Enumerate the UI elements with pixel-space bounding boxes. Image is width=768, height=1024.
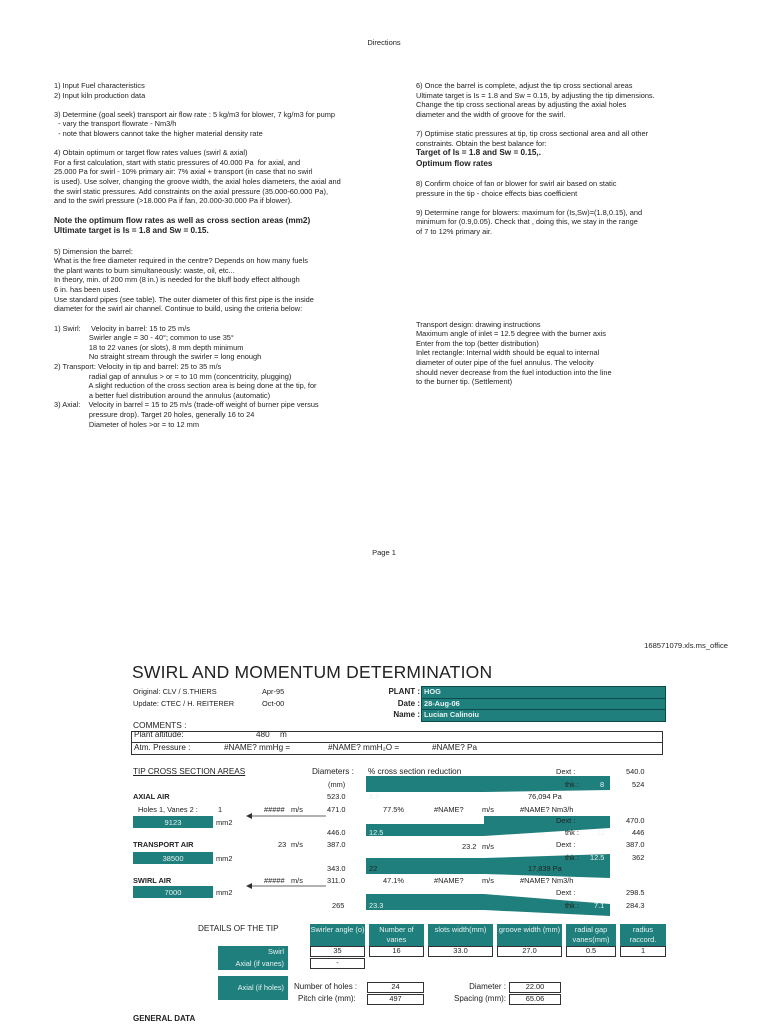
radial-gap-value[interactable]: 0.5 (585, 946, 597, 955)
name-value-box[interactable] (421, 709, 666, 722)
pitch-value[interactable]: 497 (389, 994, 402, 1003)
hdr-radial-gap: radial gap vanes(mm) (572, 925, 610, 944)
directions-line: 6) Once the barrel is complete, adjust the tip cross sectional areas (416, 81, 633, 90)
comments-label: COMMENTS : (133, 720, 187, 730)
transport-inner2: 362 (632, 853, 645, 862)
criteria-line: No straight stream through the swirler = long enough (54, 352, 262, 362)
directions-left-column (54, 81, 341, 429)
tip-details-header (310, 924, 666, 946)
directions-line: - note that blowers cannot take the higher material density rate (54, 128, 263, 138)
axial-pct: 77.5% (383, 805, 404, 814)
diameter-label: Diameter : (469, 982, 506, 991)
tip-details-row-axial-vanes (310, 958, 370, 970)
swirl-arrow (246, 883, 326, 889)
hdr-radius-raccord: radius raccord. (629, 925, 657, 944)
directions-line: the swirl static pressures. Add constraints on the axial pressure (35.000-60.000 Pa), (54, 186, 329, 196)
hdr-swirler-angle: Swirler angle (o) (310, 925, 365, 934)
transport-air-label: TRANSPORT AIR (133, 840, 194, 849)
criteria-line: 18 to 22 vanes (or slots), 8 mm depth minimum (54, 342, 244, 352)
transport-design-line: diameter of outer pipe of the fuel annulus. The velocity (416, 357, 594, 367)
original-date: Apr-95 (262, 687, 285, 696)
name-label: Name : (393, 710, 420, 719)
thk-label-1: thk : (565, 780, 579, 789)
sheet-title: SWIRL AND MOMENTUM DETERMINATION (132, 662, 493, 682)
directions-line: Change the tip cross sectional areas by adjusting the axial holes (416, 100, 627, 110)
plant-label: PLANT : (388, 687, 420, 696)
swirler-angle-value[interactable]: 35 (333, 946, 342, 955)
original-label: Original: CLV / S.THIERS (133, 687, 217, 696)
axial-bar2-left: 12.5 (369, 828, 384, 837)
transport-bar-left: 22 (369, 864, 378, 873)
tip-details-label: DETAILS OF THE TIP (198, 924, 279, 933)
diameters-label: Diameters : (312, 767, 354, 776)
swirl-vel: ##### (264, 876, 285, 885)
row-axial-holes-label: Axial (if holes) (237, 983, 284, 992)
transport-dext2: 387.0 (626, 840, 645, 849)
directions-line: 5) Dimension the barrel: (54, 246, 133, 256)
transport-area-bar (133, 852, 213, 864)
axial-flow: #NAME? Nm3/h (520, 805, 574, 814)
transport-v2-unit: m/s (482, 842, 494, 851)
directions-line: What is the free diameter required in the centre? Depends on how many fuels (54, 256, 308, 266)
directions-line: 3) Determine (goal seek) transport air flow rate : 5 kg/m3 for blower, 7 kg/m3 for pump (54, 109, 335, 119)
axial-thk: 8 (600, 780, 605, 789)
radius-raccord-value[interactable]: 1 (640, 946, 646, 955)
swirl-inner: 284.3 (626, 901, 645, 910)
axial-inner: 524 (632, 780, 645, 789)
directions-line: the plant wants to burn simultaneously: waste, oil, etc... (54, 265, 235, 275)
directions-line: and to the swirl pressure (>18.000 Pa if fan, 20.000-30.000 Pa if blower). (54, 196, 293, 206)
transport-pressure: 17,839 Pa (528, 864, 562, 873)
criteria-line: Diameter of holes >or = to 12 mm (54, 419, 199, 429)
date-value: 28-Aug-06 (424, 699, 460, 708)
swirl-v2: #NAME? (434, 876, 464, 885)
plant-value: HOG (424, 687, 441, 696)
directions-line: pressure in the tip - choice effects bias coefficient (416, 188, 578, 198)
page-header: Directions (367, 38, 401, 47)
spacing-value[interactable]: 65.06 (525, 994, 545, 1003)
thk-label-4: thk : (565, 901, 579, 910)
number-vanes-value[interactable]: 16 (392, 946, 401, 955)
pct-reduction-label: % cross section reduction (368, 767, 462, 776)
transport-thk: 12 (597, 828, 606, 837)
swirl-d1: 311.0 (327, 876, 345, 885)
axial-vel: ##### (264, 805, 285, 814)
directions-bold-line: Note the optimum flow rates as well as cross section areas (mm2) (54, 215, 311, 225)
directions-line (416, 198, 655, 208)
plant-altitude-value[interactable]: 480 (256, 730, 270, 739)
directions-line: 2) Input kiln production data (54, 90, 146, 100)
transport-area-unit: mm2 (216, 854, 233, 863)
swirl-d2: 265 (332, 901, 345, 910)
axial-bar-left: 8.5 (369, 792, 380, 801)
transport-v2: 23.2 (462, 842, 477, 851)
directions-line (54, 139, 341, 149)
directions-line: diameter for the swirl air channel. Continue to build, using the criteria below: (54, 304, 303, 314)
axial-pressure: 76,094 Pa (528, 792, 562, 801)
swirl-area-bar (133, 886, 213, 898)
directions-line: 7) Optimise static pressures at tip, tip cross sectional area and all other (416, 128, 649, 138)
directions-line: For a first calculation, start with static pressures of 40.000 Pa for axial, and (54, 157, 301, 167)
axial-d1: 523.0 (327, 792, 346, 801)
page-footer: Page 1 (372, 548, 396, 557)
transport-d2: 343.0 (327, 864, 346, 873)
criteria-line: pressure drop). Target 20 holes, generally 16 to 24 (54, 410, 255, 420)
atm-value-pa: #NAME? Pa (432, 743, 478, 752)
slots-width-value[interactable]: 33.0 (453, 946, 468, 955)
transport-design-line: to the burner tip. (Settlement) (416, 377, 513, 387)
directions-line: 1) Input Fuel characteristics (54, 81, 145, 90)
tip-details-row-swirl (310, 946, 666, 958)
transport-design-line: Transport design: drawing instructions (416, 319, 541, 329)
transport-design-line: Inlet rectangle: Internal width should be equal to internal (416, 348, 600, 358)
axial-d3: 446.0 (327, 828, 346, 837)
transport-vel-unit: m/s (291, 840, 303, 849)
directions-bold-line: Optimum flow rates (416, 158, 493, 168)
directions-line: Use standard pipes (see table). The outer diameter of this first pipe is the inside (54, 294, 314, 304)
hdr-number-vanes: Number of vanes (379, 925, 414, 944)
mm-label: (mm) (328, 780, 346, 789)
swirl-vel-unit: m/s (291, 876, 303, 885)
update-date: Oct-00 (262, 699, 285, 708)
tip-cross-section-label: TIP CROSS SECTION AREAS (133, 767, 246, 776)
holes-vanes-value[interactable]: 1 (218, 805, 223, 814)
pitch-label: Pitch cirle (mm): (298, 994, 356, 1003)
criteria-line: 2) Transport: Velocity in tip and barrel: 25 to 35 m/s (54, 362, 222, 372)
transport-dext: 470.0 (626, 816, 645, 825)
directions-line: minimum for (0.9,0.05). Check that , doing this, we stay in the range (416, 217, 638, 227)
swirl-dext: 298.5 (626, 888, 645, 897)
criteria-line: radial gap of annulus > or = to 10 mm (concentricity, plugging) (54, 371, 292, 381)
swirl-flow: #NAME? Nm3/h (520, 876, 574, 885)
directions-line (416, 119, 655, 129)
transport-inner: 446 (632, 828, 645, 837)
criteria-line: A slight reduction of the cross section area is being done at the tip, for (54, 381, 317, 391)
axial-v2: #NAME? (434, 805, 464, 814)
hdr-groove-width: groove width (mm) (498, 925, 561, 934)
transport-area: 38500 (162, 853, 184, 863)
diameter-value[interactable]: 22.00 (525, 982, 545, 991)
axial-air-label: AXIAL AIR (133, 792, 170, 801)
criteria-line: 3) Axial: Velocity in barrel = 15 to 25 m/s (trade-off weight of burner pipe versus (54, 400, 319, 410)
thk-label-2: thk : (565, 828, 579, 837)
directions-line: 8) Confirm choice of fan or blower for swirl air based on static (416, 178, 617, 188)
spacing-label: Spacing (mm): (453, 994, 506, 1003)
directions-bold-line: Ultimate target is Is = 1.8 and Sw = 0.15. (54, 226, 209, 236)
transport-d1: 387.0 (327, 840, 346, 849)
file-reference: 168571079.xls.ms_office (644, 641, 728, 650)
row-swirl-label: Swirl (267, 947, 284, 956)
row-axial-vanes-label: Axial (if vanes) (235, 959, 284, 968)
holes-vanes-label: Holes 1, Vanes 2 : (138, 805, 198, 814)
axial-area-bar (133, 816, 213, 828)
transport-design-line: Maximum angle of inlet = 12.5 degree with the burner axis (416, 329, 607, 339)
axial-arrow (246, 813, 326, 819)
holes-count-label: Number of holes : (294, 982, 358, 991)
thk-label-3: thk : (565, 853, 579, 862)
atm-pressure-label: Atm. Pressure : (134, 743, 191, 752)
axial-area-unit: mm2 (216, 818, 233, 827)
axial-d2: 471.0 (327, 805, 346, 814)
dext-label-1: Dext : (556, 767, 576, 776)
swirl-pct: 47.1% (383, 876, 404, 885)
directions-right-column (416, 81, 655, 387)
swirl-air-label: SWIRL AIR (133, 876, 172, 885)
axial-vanes-value[interactable]: - (336, 958, 339, 967)
transport-design-line: should never decrease from the fuel intoduction into the line (416, 367, 612, 377)
swirl-area: 7000 (164, 887, 182, 897)
transport-thk2: 12.5 (590, 853, 605, 862)
directions-line: is used). Use solver, changing the groove width, the axial holes diameters, the axial and (54, 176, 341, 186)
dext-label-3: Dext : (556, 840, 576, 849)
swirl-thk: 7.1 (594, 901, 605, 910)
atm-value-mmhg: #NAME? mmHg = (224, 743, 291, 752)
atm-value-mmh2o: #NAME? mmH₂O = (328, 743, 400, 752)
groove-width-value[interactable]: 27.0 (522, 946, 537, 955)
directions-line (54, 100, 341, 110)
directions-line: diameter and the width of groove for the swirl. (416, 109, 566, 119)
dext-label-2: Dext : (556, 816, 576, 825)
plant-altitude-label: Plant altitude: (134, 730, 184, 739)
dext-label-4: Dext : (556, 888, 576, 897)
update-label: Update: CTEC / H. REITERER (133, 699, 235, 708)
criteria-line: 1) Swirl: Velocity in barrel: 15 to 25 m/s (54, 323, 190, 333)
plant-altitude-unit: m (280, 730, 287, 739)
directions-bold-line: Target of Is = 1.8 and Sw = 0.15,. (416, 148, 541, 158)
name-value: Lucian Calinoiu (424, 710, 480, 719)
hdr-slots-width: slots width(mm) (434, 925, 487, 934)
transport-design-line: Enter from the top (better distribution) (416, 338, 539, 348)
directions-line: constraints. Obtain the best balance for: (416, 138, 547, 148)
holes-count-value[interactable]: 24 (391, 982, 400, 991)
general-data-label: GENERAL DATA (133, 1014, 196, 1023)
swirl-bar-left: 23.3 (369, 901, 384, 910)
directions-line: - vary the transport flowrate - Nm3/h (54, 119, 177, 129)
directions-line: 4) Obtain optimum or target flow rates values (swirl & axial) (54, 148, 248, 158)
transport-vel: 23 (278, 840, 287, 849)
axial-vel-unit: m/s (291, 805, 303, 814)
directions-line: of 7 to 12% primary air. (416, 226, 492, 236)
directions-line: 25.000 Pa for swirl - 10% primary air: 7% axial + transport (in case that no swirl (54, 167, 313, 177)
swirl-v2-unit: m/s (482, 876, 494, 885)
directions-line: 6 in. has been used. (54, 284, 121, 294)
directions-line: 9) Determine range for blowers: maximum for (Is,Sw)=(1.8,0.15), and (416, 207, 643, 217)
axial-v2-unit: m/s (482, 805, 494, 814)
directions-line: Ultimate target is Is = 1.8 and Sw = 0.15, by adjusting the tip dimensions. (416, 90, 655, 100)
criteria-line: a better fuel distribution around the annulus (automatic) (54, 390, 271, 400)
axial-area: 9123 (164, 817, 182, 827)
date-label: Date : (397, 699, 420, 708)
criteria-line: Swirler angle = 30 - 40°; common to use 35° (54, 333, 234, 343)
swirl-area-unit: mm2 (216, 888, 233, 897)
axial-dext: 540.0 (626, 767, 645, 776)
directions-line: In theory, min. of 200 mm (8 in.) is needed for the bluff body effect although (54, 275, 300, 285)
